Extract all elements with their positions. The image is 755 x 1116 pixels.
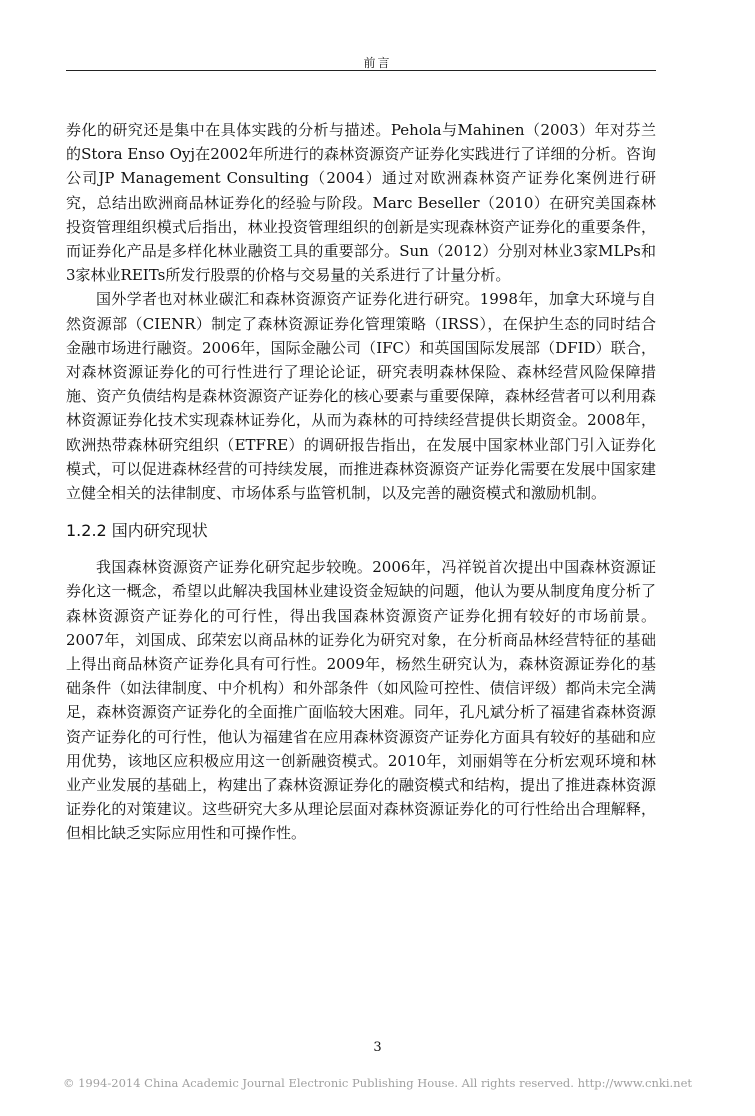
page-number: 3 (373, 1040, 382, 1055)
paragraph: 我国森林资源资产证券化研究起步较晚。2006年，冯祥锐首次提出中国森林资源证券化这一概念，希望以此解决我国林业建设资金短缺的问题，他认为要从制度角度分析了森林资源资产证券化的可行性，得出我国森林资源资产证券化拥有较好的市场前景。2007年，刘国成、邱荣宏以商品林的证券化为研究对象，在分析商品林经营特征的基础上得出商品林资产证券化具有可行性。2009年，杨然生研究认为，森林资源证券化的基础条件（如法律制度、中介机构）和外部条件（如风险可控性、债信评级）都尚未完全满足，森林资源资产证券化的全面推广面临较大困难。同年，孔凡斌分析了福建省森林资源资产证券化的可行性，他认为福建省在应用森林资源资产证券化方面具有较好的基础和应用优势，该地区应积极应用这一创新融资模式。2010年，刘丽娟等在分析宏观环境和林业产业发展的基础上，构建出了森林资源证券化的融资模式和结构，提出了推进森林资源证券化的对策建议。这些研究大多从理论层面对森林资源证券化的可行性给出合理解释，但相比缺乏实际应用性和可操作性。 (66, 558, 656, 843)
section-heading: 1.2.2 国内研究现状 (66, 521, 208, 541)
page-body (66, 118, 656, 846)
copyright-footer: © 1994-2014 China Academic Journal Electronic Publishing House. All rights reserved. http://www.cnki.net (62, 1076, 693, 1090)
running-header: 前言 (363, 56, 392, 70)
header-rule (66, 70, 656, 71)
paragraph: 国外学者也对林业碳汇和森林资源资产证券化进行研究。1998年，加拿大环境与自然资源部（CIENR）制定了森林资源证券化管理策略（IRSS），在保护生态的同时结合金融市场进行融资。2006年，国际金融公司（IFC）和英国国际发展部（DFID）联合，对森林资源证券化的可行性进行了理论论证，研究表明森林保险、森林经营风险保障措施、资产负债结构是森林资源资产证券化的核心要素与重要保障，森林经营者可以利用森林资源证券化技术实现森林证券化，从而为森林的可持续经营提供长期资金。2008年，欧洲热带森林研究组织（ETFRE）的调研报告指出，在发展中国家林业部门引入证券化模式，可以促进森林经营的可持续发展，而推进森林资源资产证券化需要在发展中国家建立健全相关的法律制度、市场体系与监管机制，以及完善的融资模式和激励机制。 (66, 290, 656, 503)
paragraph: 券化的研究还是集中在具体实践的分析与描述。Pehola与Mahinen（2003）年对芬兰的Stora Enso Oyj在2002年所进行的森林资源资产证券化实践进行了详细的分析。咨询公司JP Management Consulting（2004）通过对欧洲森林资产证券化案例进行研究，总结出欧洲商品林证券化的经验与阶段。Marc Beseller（2010）在研究美国森林投资管理组织模式后指出，林业投资管理组织的创新是实现森林资产证券化的重要条件，而证券化产品是多样化林业融资工具的重要部分。Sun（2012）分别对林业3家MLPs和3家林业REITs所发行股票的价格与交易量的关系进行了计量分析。 (66, 121, 656, 285)
